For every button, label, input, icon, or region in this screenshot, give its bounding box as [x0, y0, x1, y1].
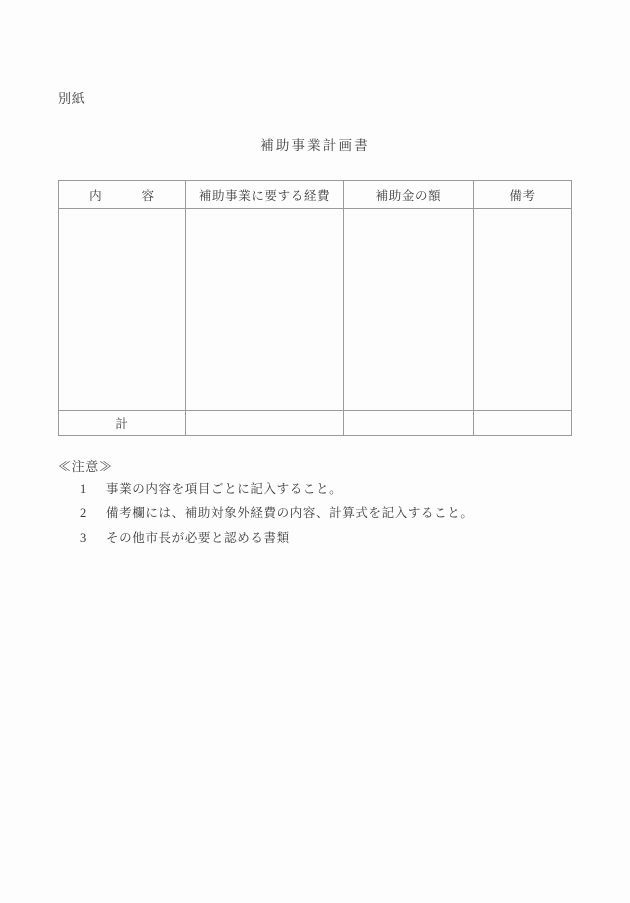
- total-cell-remarks[interactable]: [474, 411, 572, 436]
- cell-subsidy-amount[interactable]: [344, 209, 474, 411]
- cell-expense[interactable]: [186, 209, 344, 411]
- total-cell-subsidy-amount[interactable]: [344, 411, 474, 436]
- note-text: 事業の内容を項目ごとに記入すること。: [106, 482, 343, 496]
- note-text: 備考欄には、補助対象外経費の内容、計算式を記入すること。: [106, 506, 474, 521]
- note-number: 3: [80, 530, 87, 545]
- note-item-2: [80, 504, 578, 523]
- notes-section: [58, 456, 578, 553]
- note-number: 1: [80, 482, 87, 496]
- total-cell-expense[interactable]: [186, 411, 344, 436]
- total-label: 計: [59, 411, 186, 436]
- note-number: 2: [80, 506, 87, 521]
- column-header-expense: 補助事業に要する経費: [186, 181, 344, 209]
- note-item-1: [80, 480, 578, 499]
- note-text: その他市長が必要と認める書類: [106, 530, 290, 545]
- table-header-row: [59, 181, 572, 209]
- table-total-row: [59, 411, 572, 436]
- column-header-content: 内 容: [59, 181, 186, 209]
- notes-heading: ≪注意≫: [58, 459, 113, 474]
- subsidy-plan-table: [58, 180, 572, 436]
- column-header-subsidy-amount: 補助金の額: [344, 181, 474, 209]
- table-row: [59, 209, 572, 411]
- cell-remarks[interactable]: [474, 209, 572, 411]
- note-item-3: [80, 529, 578, 548]
- cell-content[interactable]: [59, 209, 186, 411]
- attachment-label: 別紙: [58, 91, 86, 106]
- page-title: 補助事業計画書: [260, 138, 370, 153]
- column-header-remarks: 備考: [474, 181, 572, 209]
